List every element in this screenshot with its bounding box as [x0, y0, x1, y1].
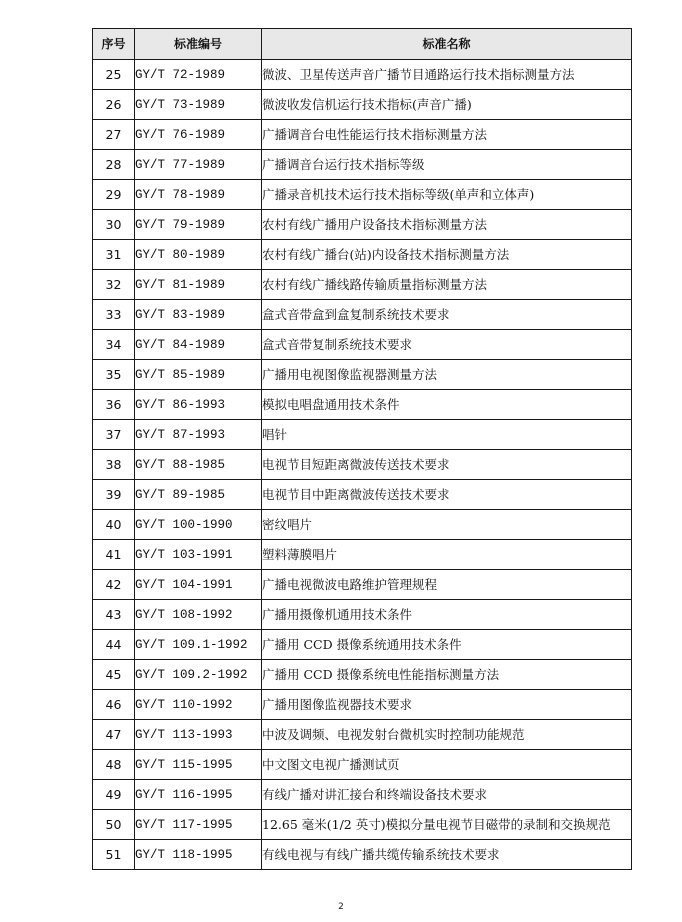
cell-standard-code: GY/T 110-1992 [135, 690, 262, 720]
table-row [93, 660, 632, 690]
table-row [93, 690, 632, 720]
header-standard-name: 标准名称 [262, 29, 632, 60]
cell-standard-code: GY/T 88-1985 [135, 450, 262, 480]
cell-standard-name: 广播录音机技术运行技术指标等级(单声和立体声) [262, 180, 632, 210]
table-row [93, 240, 632, 270]
cell-standard-name: 广播电视微波电路维护管理规程 [262, 570, 632, 600]
cell-standard-code: GY/T 73-1989 [135, 90, 262, 120]
cell-standard-name: 密纹唱片 [262, 510, 632, 540]
table-row [93, 150, 632, 180]
cell-serial-number: 48 [93, 750, 135, 780]
cell-standard-name: 中波及调频、电视发射台微机实时控制功能规范 [262, 720, 632, 750]
cell-serial-number: 30 [93, 210, 135, 240]
cell-serial-number: 43 [93, 600, 135, 630]
cell-standard-code: GY/T 80-1989 [135, 240, 262, 270]
cell-serial-number: 42 [93, 570, 135, 600]
table-row [93, 360, 632, 390]
cell-serial-number: 32 [93, 270, 135, 300]
cell-serial-number: 34 [93, 330, 135, 360]
page-number: 2 [338, 902, 344, 912]
table-row [93, 510, 632, 540]
cell-serial-number: 40 [93, 510, 135, 540]
table-row [93, 390, 632, 420]
cell-standard-name: 农村有线广播用户设备技术指标测量方法 [262, 210, 632, 240]
table-row [93, 540, 632, 570]
cell-standard-code: GY/T 103-1991 [135, 540, 262, 570]
table-row [93, 330, 632, 360]
cell-standard-name: 盒式音带复制系统技术要求 [262, 330, 632, 360]
table-row [93, 630, 632, 660]
cell-standard-name: 微波收发信机运行技术指标(声音广播) [262, 90, 632, 120]
cell-standard-name: 广播用 CCD 摄像系统通用技术条件 [262, 630, 632, 660]
cell-standard-name: 广播用 CCD 摄像系统电性能指标测量方法 [262, 660, 632, 690]
table-row [93, 180, 632, 210]
cell-serial-number: 50 [93, 810, 135, 840]
table-row [93, 480, 632, 510]
cell-serial-number: 36 [93, 390, 135, 420]
table-row [93, 840, 632, 870]
cell-standard-name: 微波、卫星传送声音广播节目通路运行技术指标测量方法 [262, 60, 632, 90]
cell-standard-code: GY/T 100-1990 [135, 510, 262, 540]
cell-standard-code: GY/T 108-1992 [135, 600, 262, 630]
cell-serial-number: 51 [93, 840, 135, 870]
table-row [93, 420, 632, 450]
cell-serial-number: 49 [93, 780, 135, 810]
cell-standard-code: GY/T 76-1989 [135, 120, 262, 150]
cell-standard-name: 电视节目中距离微波传送技术要求 [262, 480, 632, 510]
cell-standard-name: 塑料薄膜唱片 [262, 540, 632, 570]
table-row [93, 600, 632, 630]
cell-standard-name: 农村有线广播台(站)内设备技术指标测量方法 [262, 240, 632, 270]
header-standard-code: 标准编号 [135, 29, 262, 60]
cell-standard-name: 广播调音台电性能运行技术指标测量方法 [262, 120, 632, 150]
table-row [93, 450, 632, 480]
table-body [93, 60, 632, 870]
table-row [93, 780, 632, 810]
cell-serial-number: 33 [93, 300, 135, 330]
cell-serial-number: 38 [93, 450, 135, 480]
cell-serial-number: 44 [93, 630, 135, 660]
cell-standard-code: GY/T 77-1989 [135, 150, 262, 180]
cell-serial-number: 28 [93, 150, 135, 180]
cell-standard-code: GY/T 104-1991 [135, 570, 262, 600]
cell-standard-code: GY/T 109.1-1992 [135, 630, 262, 660]
cell-standard-name: 广播用图像监视器技术要求 [262, 690, 632, 720]
table-row [93, 120, 632, 150]
cell-serial-number: 41 [93, 540, 135, 570]
cell-standard-name: 12.65 毫米(1/2 英寸)模拟分量电视节目磁带的录制和交换规范 [262, 810, 632, 840]
cell-standard-code: GY/T 118-1995 [135, 840, 262, 870]
cell-standard-name: 广播用摄像机通用技术条件 [262, 600, 632, 630]
cell-standard-code: GY/T 87-1993 [135, 420, 262, 450]
table-row [93, 210, 632, 240]
cell-standard-code: GY/T 81-1989 [135, 270, 262, 300]
table-header-row [93, 29, 632, 60]
table-row [93, 270, 632, 300]
table-row [93, 720, 632, 750]
cell-standard-code: GY/T 86-1993 [135, 390, 262, 420]
cell-serial-number: 37 [93, 420, 135, 450]
cell-standard-name: 广播用电视图像监视器测量方法 [262, 360, 632, 390]
cell-standard-code: GY/T 115-1995 [135, 750, 262, 780]
table-row [93, 570, 632, 600]
cell-standard-code: GY/T 85-1989 [135, 360, 262, 390]
cell-serial-number: 47 [93, 720, 135, 750]
cell-standard-name: 唱针 [262, 420, 632, 450]
cell-standard-code: GY/T 83-1989 [135, 300, 262, 330]
cell-serial-number: 27 [93, 120, 135, 150]
cell-standard-code: GY/T 117-1995 [135, 810, 262, 840]
cell-serial-number: 39 [93, 480, 135, 510]
header-serial-number: 序号 [93, 29, 135, 60]
cell-serial-number: 26 [93, 90, 135, 120]
table-row [93, 810, 632, 840]
cell-standard-code: GY/T 113-1993 [135, 720, 262, 750]
cell-standard-name: 有线电视与有线广播共缆传输系统技术要求 [262, 840, 632, 870]
table-row [93, 750, 632, 780]
cell-standard-code: GY/T 109.2-1992 [135, 660, 262, 690]
cell-serial-number: 25 [93, 60, 135, 90]
cell-serial-number: 45 [93, 660, 135, 690]
cell-standard-code: GY/T 116-1995 [135, 780, 262, 810]
cell-standard-name: 农村有线广播线路传输质量指标测量方法 [262, 270, 632, 300]
cell-standard-name: 电视节目短距离微波传送技术要求 [262, 450, 632, 480]
cell-serial-number: 31 [93, 240, 135, 270]
cell-serial-number: 35 [93, 360, 135, 390]
cell-standard-code: GY/T 78-1989 [135, 180, 262, 210]
cell-serial-number: 46 [93, 690, 135, 720]
cell-standard-name: 广播调音台运行技术指标等级 [262, 150, 632, 180]
table-row [93, 90, 632, 120]
cell-standard-name: 盒式音带盒到盒复制系统技术要求 [262, 300, 632, 330]
cell-standard-code: GY/T 84-1989 [135, 330, 262, 360]
cell-standard-name: 模拟电唱盘通用技术条件 [262, 390, 632, 420]
table-row [93, 300, 632, 330]
cell-standard-code: GY/T 79-1989 [135, 210, 262, 240]
standards-table [92, 28, 632, 870]
table-row [93, 60, 632, 90]
cell-standard-code: GY/T 72-1989 [135, 60, 262, 90]
cell-standard-name: 有线广播对讲汇接台和终端设备技术要求 [262, 780, 632, 810]
cell-standard-code: GY/T 89-1985 [135, 480, 262, 510]
cell-standard-name: 中文图文电视广播测试页 [262, 750, 632, 780]
cell-serial-number: 29 [93, 180, 135, 210]
